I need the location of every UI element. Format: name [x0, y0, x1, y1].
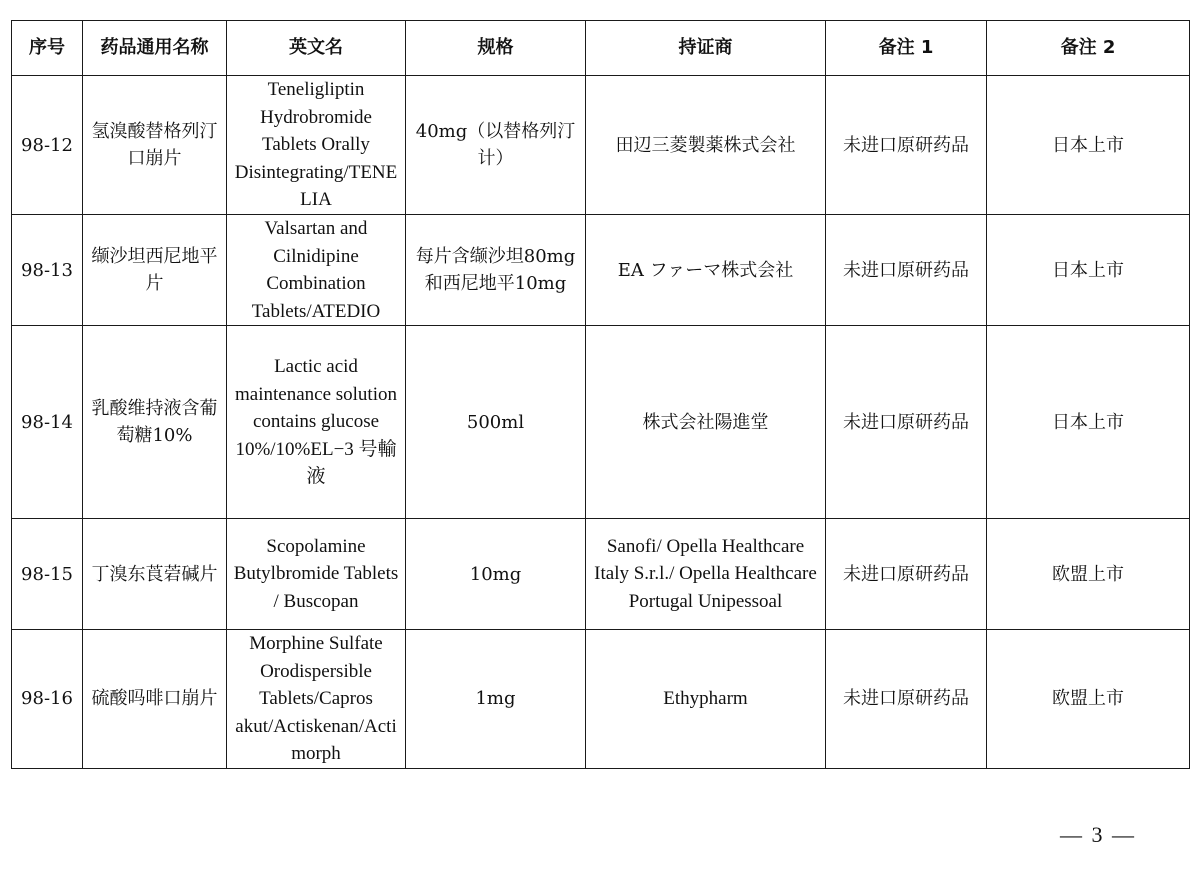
table-row	[12, 630, 1190, 769]
table-row	[12, 326, 1190, 519]
table-header-row	[12, 21, 1190, 76]
cell-holder: 田辺三菱製薬株式会社	[586, 76, 826, 215]
cell-english-name: Valsartan and Cilnidipine Combination Tablets/ATEDIO	[227, 215, 406, 326]
cell-spec: 40mg（以替格列汀计）	[406, 76, 586, 215]
cell-spec: 10mg	[406, 519, 586, 630]
cell-holder: Sanofi/ Opella Healthcare Italy S.r.l./ Opella Healthcare Portugal Unipessoal	[586, 519, 826, 630]
cell-holder: EA ファーマ株式会社	[586, 215, 826, 326]
header-holder: 持证商	[586, 21, 826, 76]
cell-seq: 98-12	[12, 76, 83, 215]
cell-remark2: 日本上市	[987, 326, 1190, 519]
cell-remark1: 未进口原研药品	[826, 519, 987, 630]
cell-holder: 株式会社陽進堂	[586, 326, 826, 519]
header-english-name: 英文名	[227, 21, 406, 76]
cell-generic-name: 丁溴东莨菪碱片	[83, 519, 227, 630]
cell-seq: 98-15	[12, 519, 83, 630]
cell-generic-name: 缬沙坦西尼地平片	[83, 215, 227, 326]
page-number: — 3 —	[1060, 822, 1136, 847]
header-generic-name: 药品通用名称	[83, 21, 227, 76]
table-row	[12, 519, 1190, 630]
header-remark2: 备注 2	[987, 21, 1190, 76]
cell-english-name: Lactic acid maintenance solution contains glucose 10%/10%EL−3 号輸液	[227, 326, 406, 519]
cell-remark1: 未进口原研药品	[826, 215, 987, 326]
cell-seq: 98-16	[12, 630, 83, 769]
cell-generic-name: 氢溴酸替格列汀口崩片	[83, 76, 227, 215]
table-row	[12, 215, 1190, 326]
cell-english-name: Morphine Sulfate Orodispersible Tablets/Capros akut/Actiskenan/Actimorph	[227, 630, 406, 769]
cell-remark2: 欧盟上市	[987, 519, 1190, 630]
cell-seq: 98-13	[12, 215, 83, 326]
cell-spec: 500ml	[406, 326, 586, 519]
header-seq: 序号	[12, 21, 83, 76]
cell-generic-name: 乳酸维持液含葡萄糖10%	[83, 326, 227, 519]
cell-remark1: 未进口原研药品	[826, 630, 987, 769]
drug-list-table	[11, 20, 1190, 769]
cell-english-name: Teneligliptin Hydrobromide Tablets Orally Disintegrating/TENELIA	[227, 76, 406, 215]
cell-remark2: 日本上市	[987, 215, 1190, 326]
cell-remark1: 未进口原研药品	[826, 326, 987, 519]
cell-remark2: 欧盟上市	[987, 630, 1190, 769]
header-spec: 规格	[406, 21, 586, 76]
cell-spec: 1mg	[406, 630, 586, 769]
cell-remark2: 日本上市	[987, 76, 1190, 215]
cell-seq: 98-14	[12, 326, 83, 519]
cell-generic-name: 硫酸吗啡口崩片	[83, 630, 227, 769]
table-row	[12, 76, 1190, 215]
cell-english-name: Scopolamine Butylbromide Tablets / Buscopan	[227, 519, 406, 630]
cell-spec: 每片含缬沙坦80mg 和西尼地平10mg	[406, 215, 586, 326]
cell-remark1: 未进口原研药品	[826, 76, 987, 215]
header-remark1: 备注 1	[826, 21, 987, 76]
cell-holder: Ethypharm	[586, 630, 826, 769]
